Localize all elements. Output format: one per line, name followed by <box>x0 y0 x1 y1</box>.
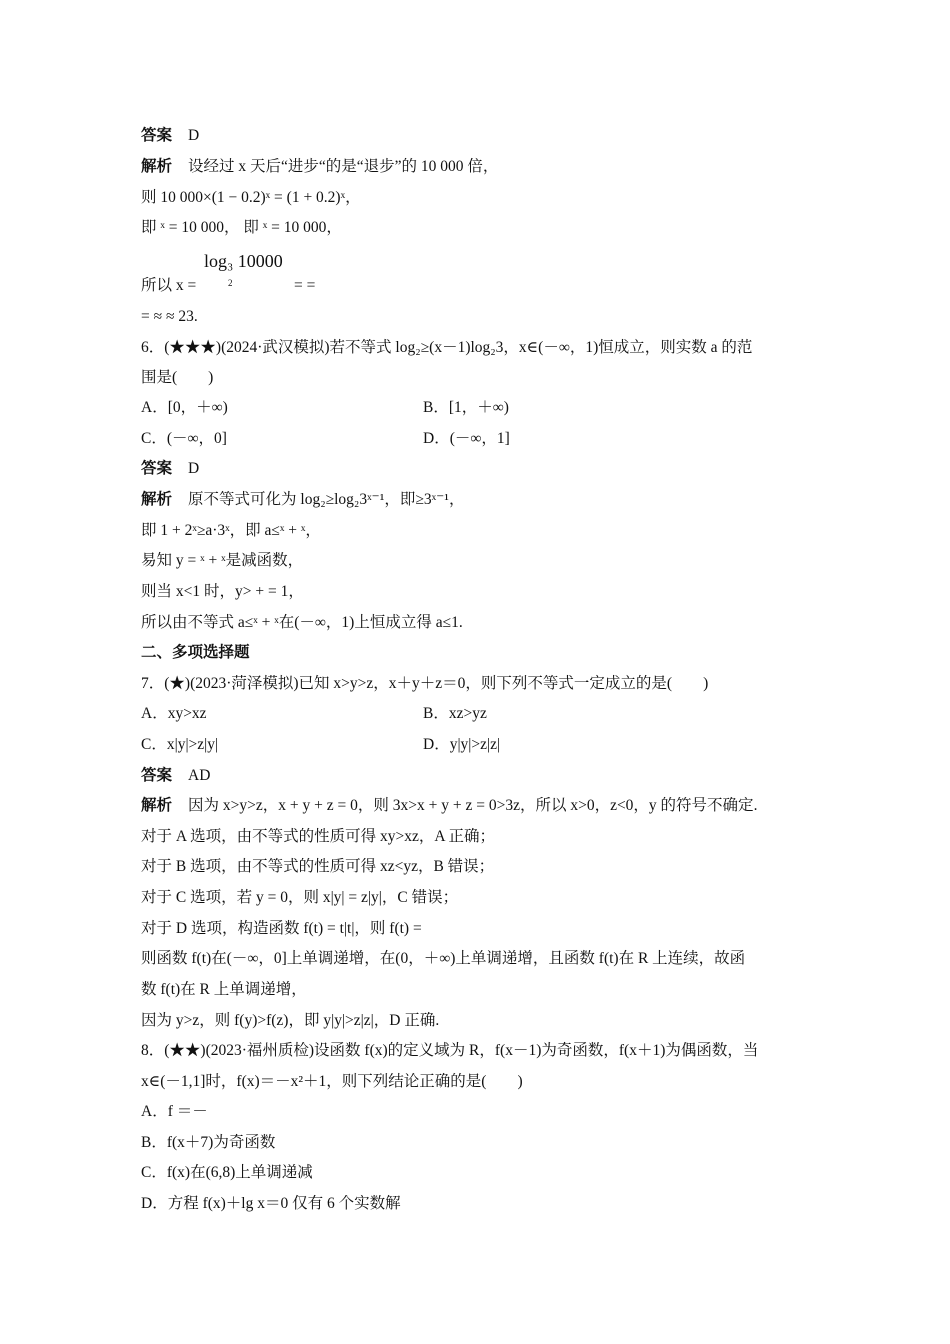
solution-text: 原不等式可化为 log₂≥log₂3ˣ⁻¹，即≥3ˣ⁻¹， <box>188 491 465 508</box>
answer-value: D <box>188 127 200 144</box>
answer-label: 答案 <box>141 767 173 784</box>
answer-value: AD <box>188 767 211 784</box>
question-7-line-1: 7．(★)(2023·菏泽模拟)已知 x>y>z，x＋y＋z＝0，则下列不等式一定成立的是( ) <box>141 675 709 692</box>
solution-5-line-2: 则 10 000×(1 − 0.2)ˣ = (1 + 0.2)ˣ， <box>141 189 361 206</box>
question-8-option-c: C．f(x)在(6,8)上单调递减 <box>141 1164 313 1181</box>
solution-6-line-2: 即 1 + 2ˣ≥a·3ˣ，即 a≤ˣ + ˣ， <box>141 522 321 539</box>
solution-7-line-2: 对于 A 选项，由不等式的性质可得 xy>xz，A 正确； <box>141 828 496 845</box>
solution-label: 解析 <box>141 491 173 508</box>
answer-7 <box>141 766 210 786</box>
solution-7-line-5: 对于 D 选项，构造函数 f(t) = t|t|，则 f(t) = <box>141 920 422 937</box>
question-6-option-d: D．(－∞，1] <box>423 430 510 447</box>
question-8-option-d: D．方程 f(x)＋lg x＝0 仅有 6 个实数解 <box>141 1195 401 1212</box>
solution-7-line-7: 数 f(t)在 R 上单调递增， <box>141 981 307 998</box>
solution-5-line-4: 所以 x = <box>141 277 197 294</box>
solution-6-line-5: 所以由不等式 a≤ˣ + ˣ在(－∞，1)上恒成立得 a≤1. <box>141 614 463 631</box>
answer-label: 答案 <box>141 460 173 477</box>
question-7-option-c: C．x|y|>z|y| <box>141 736 219 753</box>
question-8-option-b: B．f(x＋7)为奇函数 <box>141 1134 276 1151</box>
solution-6-line-3: 易知 y = ˣ + ˣ是减函数， <box>141 552 304 569</box>
question-6-option-b: B．[1，＋∞) <box>423 399 509 416</box>
answer-value: D <box>188 460 200 477</box>
section-heading: 二、多项选择题 <box>141 644 250 661</box>
solution-5-line-3: 即 ˣ = 10 000， 即 ˣ = 10 000， <box>141 219 342 236</box>
solution-7-line-1 <box>141 796 757 816</box>
question-6-line-1: 6．(★★★)(2024·武汉模拟)若不等式 log₂≥(x－1)log₂3，x∈(－∞，1)恒成立，则实数 a 的范 <box>141 339 753 356</box>
solution-5-equals: = = <box>294 277 316 294</box>
log-expression: log₃ 10000 <box>204 251 283 271</box>
question-6-option-a: A．[0，＋∞) <box>141 399 228 416</box>
solution-text: 因为 x>y>z，x + y + z = 0，则 3x>x + y + z = 0>3z，所以 x>0，z<0，y 的符号不确定. <box>188 797 758 814</box>
question-7-option-d: D．y|y|>z|z| <box>423 736 501 753</box>
question-6-option-c: C．(－∞，0] <box>141 430 227 447</box>
solution-7-line-8: 因为 y>z，则 f(y)>f(z)，即 y|y|>z|z|，D 正确. <box>141 1012 440 1029</box>
answer-label: 答案 <box>141 127 173 144</box>
solution-5-line-5: = ≈ ≈ 23. <box>141 308 198 325</box>
solution-6-line-1 <box>141 490 464 510</box>
solution-6-line-4: 则当 x<1 时，y> + = 1， <box>141 583 304 600</box>
solution-label: 解析 <box>141 158 173 175</box>
solution-7-line-6: 则函数 f(t)在(－∞，0]上单调递增，在(0，＋∞)上单调递增，且函数 f(t)在 R 上连续，故函 <box>141 950 746 967</box>
question-8-line-1: 8．(★★)(2023·福州质检)设函数 f(x)的定义域为 R，f(x－1)为奇函数，f(x＋1)为偶函数，当 <box>141 1042 759 1059</box>
answer-5 <box>141 126 199 146</box>
solution-5-line-1 <box>141 157 498 177</box>
question-7-option-b: B．xz>yz <box>423 705 487 722</box>
question-8-option-a: A．f ＝－ <box>141 1103 208 1120</box>
solution-text: 设经过 x 天后“进步“的是“退步”的 10 000 倍， <box>188 158 499 175</box>
solution-label: 解析 <box>141 797 173 814</box>
solution-7-line-3: 对于 B 选项，由不等式的性质可得 xz<yz，B 错误； <box>141 858 495 875</box>
answer-6 <box>141 459 199 479</box>
question-6-line-2: 围是( ) <box>141 369 214 386</box>
solution-7-line-4: 对于 C 选项，若 y = 0，则 x|y| = z|y|，C 错误； <box>141 889 459 906</box>
question-7-option-a: A．xy>xz <box>141 705 207 722</box>
log-denominator: 2 <box>228 278 233 288</box>
question-8-line-2: x∈(－1,1]时，f(x)＝－x²＋1，则下列结论正确的是( ) <box>141 1073 523 1090</box>
